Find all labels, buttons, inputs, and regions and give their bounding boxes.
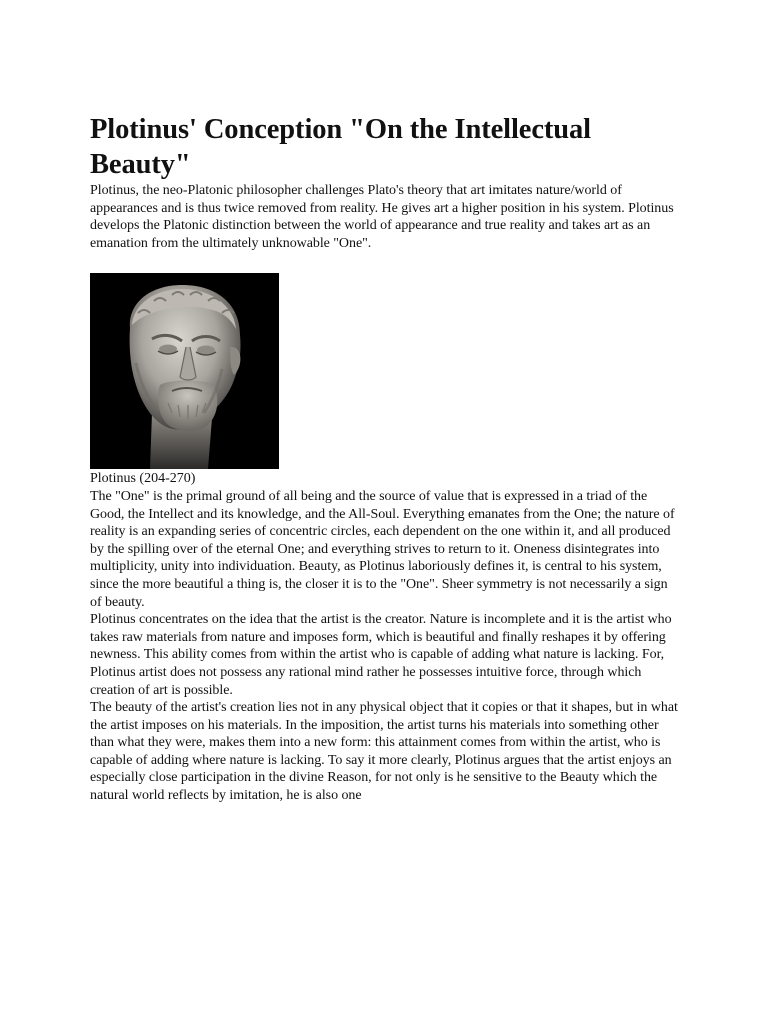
one-paragraph: The "One" is the primal ground of all being and the source of value that is expressed in a triad of the Good, the Intellect and its knowledge, and the All-Soul. Everything emanates from the One; the nature of reality is an expanding series of concentric circles, each dependent on the one within it, and all produced by the spilling over of the eternal One; and everything strives to return to it. Oneness disintegrates into multiplicity, unity into individuation. Beauty, as Plotinus laboriously defines it, is central to his system, since the more beautiful a thing is, the closer it is to the "One". Sheer symmetry is not necessarily a sign of beauty. bbox=[90, 488, 675, 610]
figure-caption: Plotinus (204-270) bbox=[90, 471, 196, 487]
document-title: Plotinus' Conception "On the Intellectual Beauty" bbox=[90, 114, 591, 180]
intro-paragraph: Plotinus, the neo-Platonic philosopher challenges Plato's theory that art imitates nature/world of appearances and is thus twice removed from reality. He gives art a higher position in his system. Plotinus develops the Platonic distinction between the world of appearance and true reality and takes art as an emanation from the ultimately unknowable "One". bbox=[90, 183, 674, 251]
artist-creator-paragraph: Plotinus concentrates on the idea that the artist is the creator. Nature is incomplete and it is the artist who takes raw materials from nature and imposes form, which is beautiful and finally reshapes it by offering newness. This ability comes from within the artist who is capable of adding what nature is lacking. For, Plotinus artist does not possess any rational mind rather he possesses intuitive force, through which creation of art is possible. bbox=[90, 612, 672, 698]
plotinus-bust-image bbox=[90, 273, 279, 469]
document-page bbox=[90, 0, 680, 805]
artist-beauty-paragraph: The beauty of the artist's creation lies not in any physical object that it copies or that it shapes, but in what the artist imposes on his materials. In the imposition, the artist turns his materials into something other than what they were, makes them into a new form: this attainment comes from within the artist, who is capable of adding where nature is lacking. To say it more clearly, Plotinus argues that the artist enjoys an especially close participation in the divine Reason, for not only is he sensitive to the Beauty which the natural world reflects by imitation, he is also one bbox=[90, 700, 678, 804]
